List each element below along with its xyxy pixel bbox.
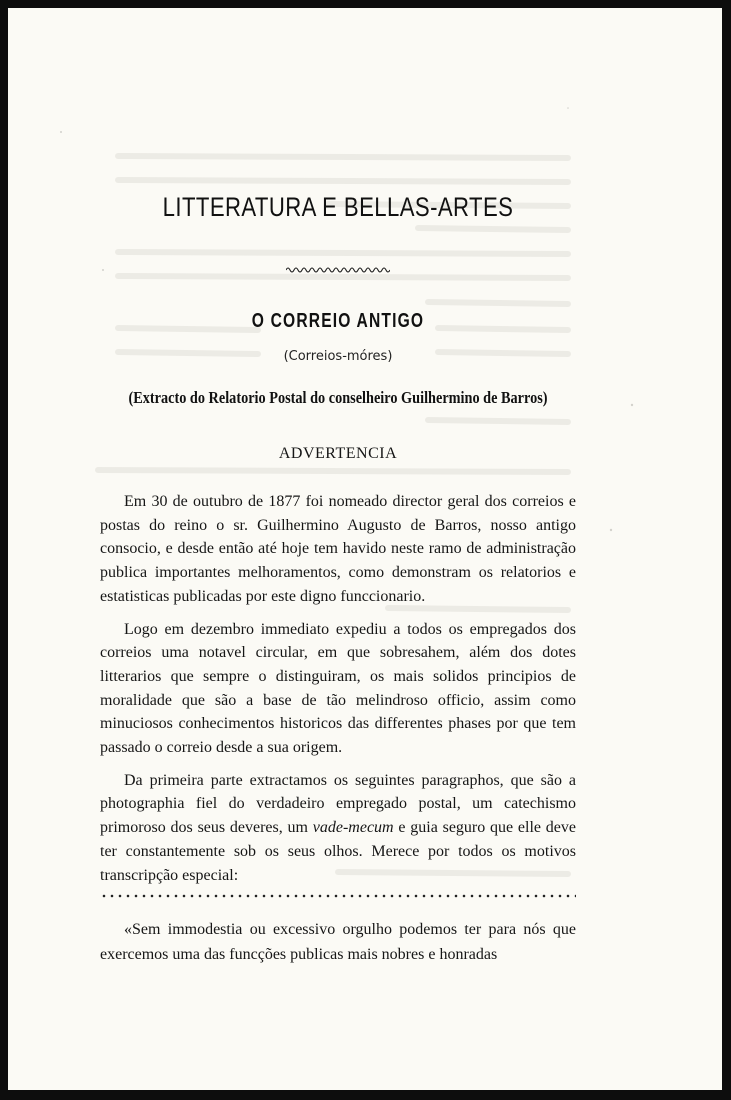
article-subtitle: (Correios-móres) <box>283 349 393 364</box>
quote-paragraph: «Sem immodestia ou excessivo orgulho podemos ter para nós que exercemos uma das funcções publicas mais nobres e honradas <box>100 921 576 963</box>
extract-note: (Extracto do Relatorio Postal do conselheiro Guilhermino de Barros) <box>128 388 548 407</box>
quote-block <box>100 917 576 967</box>
paragraph-1: Em 30 de outubro de 1877 foi nomeado director geral dos correios e postas do reino o sr. Guilhermino Augusto de Barros, nosso antigo consocio, e desde então até hoje tem havido neste ramo de administração publica importantes melhoramentos, como demonstram os relatorios e estatisticas publicadas por este digno funccionario. <box>100 493 576 605</box>
dotted-separator <box>100 893 576 899</box>
paragraph-3-part-b: e guia seguro que elle deve ter constantemente sob os seus olhos. Merece por todos os motivos transcripção especial: <box>100 819 576 884</box>
paragraph-3-part-a: Da primeira parte extractamos os seguintes paragraphos, que são a photographia fiel do verdadeiro empregado postal, um catechismo primoroso dos seus deveres, um <box>100 771 576 837</box>
page-sheet <box>8 8 722 1090</box>
paragraph-3 <box>100 769 576 888</box>
body-text <box>100 490 576 887</box>
advertencia-heading: ADVERTENCIA <box>278 445 398 462</box>
paragraph-2: Logo em dezembro immediato expediu a todos os empregados dos correios uma notavel circular, em que sobresahem, além dos dotes litterarios que sempre o distinguiram, os mais solidos principios de moralidade que são a base de tão melindroso officio, assim como minuciosos conhecimentos historicos das differentes phases por que tem passado o correio desde a sua origem. <box>100 620 576 757</box>
section-title: LITTERATURA E BELLAS-ARTES <box>162 192 514 222</box>
wavy-rule-ornament <box>286 266 390 274</box>
article-title: O CORREIO ANTIGO <box>251 310 425 332</box>
vade-mecum-italic: vade-mecum <box>312 819 394 837</box>
